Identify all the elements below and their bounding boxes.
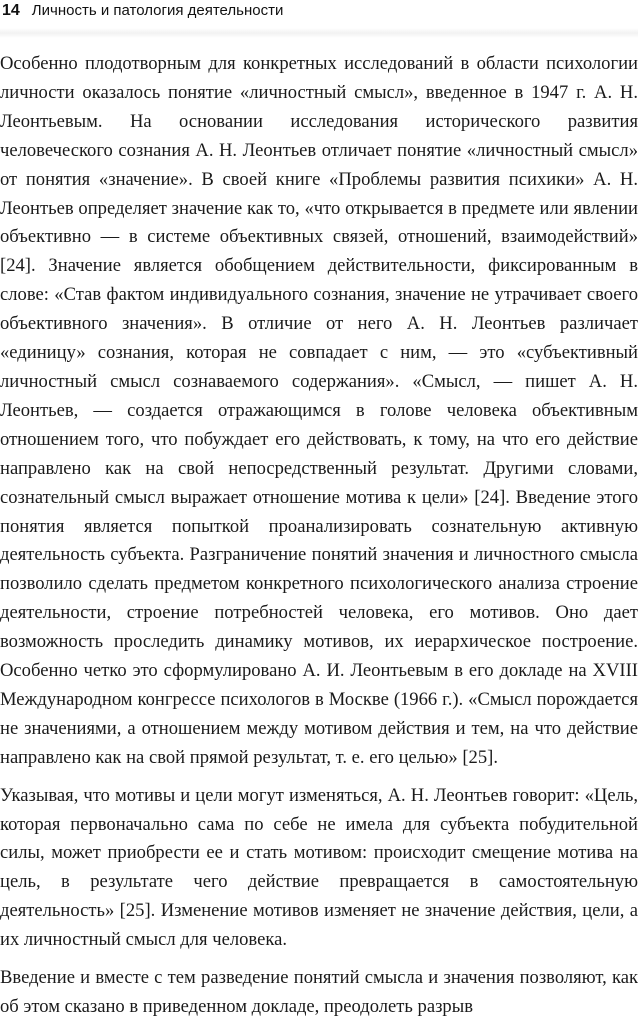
paragraph-1: Особенно плодотворным для конкретных исследований в области психологии личности оказалось понятие «личностный смысл», введенное в 1947 г. А. Н. Леонтьевым. На основании исследования исторического развития человеческого сознания А. Н. Леонтьев отличает понятие «личностный смысл» от понятия «значение». В своей книге «Проблемы развития психики» А. Н. Леонтьев определяет значение как то, «что открывается в предмете или явлении объективно — в системе объективных связей, отношений, взаимодействий» [24]. Значение является обобщением действительности, фиксированным в слове: «Став фактом индивидуального сознания, значение не утрачивает своего объективного значения». В отличие от него А. Н. Леонтьев различает «единицу» сознания, которая не совпадает с ним, — это «субъективный личностный смысл сознаваемого содержания». «Смысл, — пишет А. Н. Леонтьев, — создается отражающимся в голове человека объективным отношением того, что побуждает его действовать, к тому, на что его действие направлено как на свой непосредственный результат. Другими словами, сознательный смысл выражает отношение мотива к цели» [24]. Введение этого понятия является попыткой проанализировать сознательную активную деятельность субъекта. Разграничение понятий значения и личностного смысла позволило сделать предметом конкретного психологического анализа строение деятельности, строение потребностей человека, его мотивов. Оно дает возможность проследить динамику мотивов, их иерархическое построение. Особенно четко это сформулировано А. И. Леонтьевым в его докладе на XVIII Международном конгрессе психологов в Москве (1966 г.). «Смысл порождается не значениями, а отношением между мотивом действия и тем, на что действие направлено как на свой прямой результат, т. е. его целью» [25]. xyxy=(0,53,638,768)
page-number: 14 xyxy=(2,2,20,19)
body-text xyxy=(0,50,638,1031)
running-title: Личность и патология деятельности xyxy=(31,2,284,19)
paragraph-3: Введение и вместе с тем разведение понятий смысла и значения позволяют, как об этом сказано в приведенном докладе, преодолеть разрыв xyxy=(0,967,638,1017)
paragraph-2: Указывая, что мотивы и цели могут изменяться, А. Н. Леонтьев говорит: «Цель, которая первоначально сама по себе не имела для субъекта побудительной силы, может приобрести ее и стать мотивом: происходит смещение мотива на цель, в результате чего действие превращается в самостоятельную деятельность» [25]. Изменение мотивов изменяет не значение действия, цели, а их личностный смысл для человека. xyxy=(0,784,638,951)
running-header xyxy=(0,0,638,26)
header-rule xyxy=(0,28,638,38)
